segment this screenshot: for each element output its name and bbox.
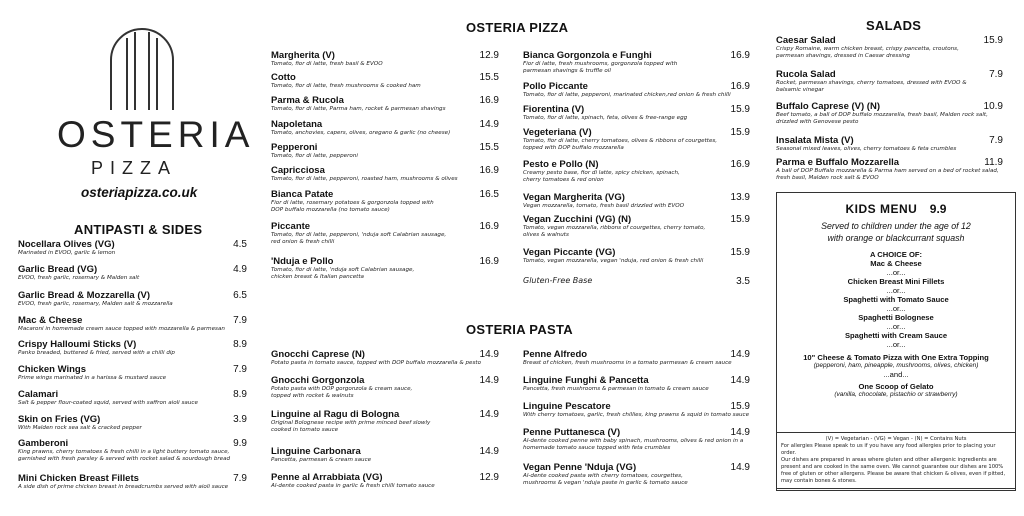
menu-item-description: garnished with fresh parsley & served with rocket salad & sourdough bread (18, 456, 231, 463)
menu-item-price: 15.5 (479, 72, 499, 83)
menu-item-name: Linguine al Ragu di Bologna (271, 409, 400, 420)
menu-item-description: DOP buffalo mozzarella (no tomato sauce) (271, 207, 390, 214)
menu-item-price: 14.9 (479, 349, 499, 360)
menu-item (523, 375, 709, 393)
menu-item-description: Fior di latte, rosemary potatoes & gorgonzola topped with (271, 200, 434, 206)
menu-item-name: Mini Chicken Breast Fillets (18, 473, 139, 484)
kids-gelato: One Scoop of Gelato (858, 382, 934, 391)
menu-item-price: 16.9 (479, 221, 499, 232)
menu-item-name: Linguine Funghi & Pancetta (523, 375, 649, 386)
menu-item-price: 12.9 (479, 50, 499, 61)
menu-item-description: parmesan shavings & truffle oil (523, 68, 611, 75)
menu-item-name: Cotto (271, 72, 296, 83)
menu-item-price: 16.9 (730, 50, 750, 61)
menu-item-description: mushrooms & vegan 'nduja paste in garlic & tomato sauce (523, 480, 688, 487)
menu-item-description: Pancetta, fresh mushrooms & parmesan in tomato & cream sauce (523, 386, 709, 392)
menu-item (271, 375, 412, 401)
menu-item-name: Nocellara Olives (VG) (18, 239, 115, 250)
kids-pizza-note: (pepperoni, ham, pineapple, mushrooms, olives, chicken) (813, 362, 979, 369)
menu-item-price: 16.9 (479, 256, 499, 267)
menu-item (523, 247, 703, 265)
menu-item-price: 15.9 (730, 247, 750, 258)
gluten-free-price: 3.5 (736, 276, 750, 287)
logo-mark-icon (97, 18, 187, 110)
kids-title: KIDS MENU (845, 202, 918, 216)
menu-item-price: 10.9 (983, 101, 1003, 112)
menu-item-price: 4.5 (233, 239, 247, 250)
menu-item-name: Napoletana (271, 119, 323, 130)
menu-item-description: Tomato, fior di latte, pepperoni, 'nduja soft Calabrian sausage, (271, 232, 447, 238)
menu-item-description: balsamic vinegar (776, 87, 824, 94)
menu-item-price: 7.9 (233, 364, 247, 375)
kids-choice: Spaghetti Bolognese (858, 313, 934, 322)
menu-item-price: 14.9 (730, 375, 750, 386)
menu-item-description: drizzled with Genovese pesto (776, 119, 859, 126)
menu-item (776, 135, 956, 153)
menu-item-price: 14.9 (730, 427, 750, 438)
menu-item-description: Creamy pesto base, fior di latte, spicy chicken, spinach, (523, 170, 680, 176)
menu-item-description: A side dish of prime chicken breast in breadcrumbs served with aioli sauce (18, 484, 229, 490)
menu-item-description: EVOO, fresh garlic, rosemary & Malden salt (18, 275, 140, 281)
menu-item-price: 7.9 (989, 135, 1003, 146)
menu-item-description: Tomato, fior di latte, pepperoni, roasted ham, mushrooms & olives (271, 176, 458, 182)
menu-item (523, 159, 680, 185)
menu-item-name: Vegeteriana (V) (523, 127, 592, 138)
menu-item (271, 50, 383, 68)
menu-item (18, 290, 173, 308)
menu-item (271, 165, 458, 183)
menu-item-description: Tomato, fior di latte, fresh basil & EVOO (271, 61, 383, 67)
kids-choices (777, 259, 1015, 349)
menu-item (271, 95, 445, 113)
antipasti-heading: ANTIPASTI & SIDES (74, 222, 203, 237)
menu-item (271, 119, 450, 137)
menu-item-description: Pancetta, parmesan & cream sauce (271, 457, 372, 463)
menu-item (776, 101, 988, 127)
kids-served-2: with orange or blackcurrant squash (827, 233, 965, 243)
menu-item-price: 8.9 (233, 339, 247, 350)
menu-item-description: topped with rocket & walnuts (271, 393, 354, 400)
menu-item (18, 264, 139, 282)
menu-item (271, 256, 414, 282)
menu-item-description: A ball of DOP Buffalo mozzarella & Parma ham served on a bed of rocket salad, (776, 168, 999, 174)
menu-item (523, 50, 677, 76)
menu-item (18, 339, 175, 357)
menu-item-price: 6.5 (233, 290, 247, 301)
menu-item-name: Linguine Pescatore (523, 401, 611, 412)
menu-item-description: topped with DOP buffalo mozzarella (523, 145, 624, 152)
menu-item-name: Vegan Piccante (VG) (523, 247, 616, 258)
menu-item (271, 349, 481, 367)
menu-item-price: 12.9 (479, 472, 499, 483)
menu-item (523, 127, 717, 153)
menu-item-name: Margherita (V) (271, 50, 335, 61)
menu-item (523, 104, 687, 122)
kids-pizza: 10" Cheese & Tomato Pizza with One Extra Topping (803, 353, 989, 362)
menu-item-description: Beef tomato, a ball of DOP buffalo mozzarella, fresh basil, Malden rock salt, (776, 112, 988, 118)
kids-title-row (777, 200, 1015, 218)
menu-item-price: 16.9 (730, 159, 750, 170)
menu-item-description: Tomato, fior di latte, 'nduja soft Calabrian sausage, (271, 267, 415, 273)
menu-item-name: Capricciosa (271, 165, 325, 176)
menu-item-description: Panko breaded, buttered & fried, served with a chilli dip (18, 350, 175, 356)
kids-choice: ...or... (886, 268, 906, 277)
menu-item-description: Tomato, fior di latte, cherry tomatoes, olives & ribbons of courgettes, (523, 138, 718, 144)
menu-item-description: Fior di latte, fresh mushrooms, gorgonzola topped with (523, 61, 678, 67)
menu-item-price: 15.9 (730, 401, 750, 412)
menu-item-name: Chicken Wings (18, 364, 87, 375)
menu-item-description: Crispy Romaine, warm chicken breast, crispy pancetta, croutons, (776, 46, 959, 52)
menu-item-description: Tomato, anchovies, capers, olives, oregano & garlic (no cheese) (271, 130, 451, 136)
menu-item-description: Prime wings marinated in a harissa & mustard sauce (18, 375, 167, 381)
allergen-lines (781, 443, 1011, 485)
kids-and: ...and... (883, 370, 909, 379)
gluten-free-label: Gluten-Free Base (523, 276, 593, 285)
menu-item-description: olives & walnuts (523, 232, 569, 239)
menu-item (776, 35, 959, 61)
kids-choice: Spaghetti with Cream Sauce (844, 331, 948, 340)
menu-item-price: 13.9 (730, 192, 750, 203)
pizza-heading: OSTERIA PIZZA (466, 20, 569, 35)
kids-served-1: Served to children under the age of 12 (821, 221, 971, 231)
menu-item-price: 3.9 (233, 414, 247, 425)
menu-item (523, 192, 684, 210)
allergen-line: For allergies Please speak to us if you have any food allergies prior to placing your order. (781, 443, 996, 456)
menu-item-description: Potato pasta with DOP gorgonzola & cream sauce, (271, 386, 413, 392)
menu-item-description: Tomato, vegan mozzarella, vegan 'nduja, red onion & fresh chilli (523, 258, 704, 264)
menu-item (271, 472, 435, 490)
menu-item-description: EVOO, fresh garlic, rosemary, Malden salt & mozzarella (18, 301, 173, 307)
allergen-notes (776, 432, 1016, 489)
menu-item (18, 414, 142, 432)
menu-item-name: Parma e Buffalo Mozzarella (776, 157, 900, 168)
menu-item-name: Bianca Gorgonzola e Funghi (523, 50, 652, 61)
menu-item (271, 142, 358, 160)
menu-item (18, 389, 198, 407)
menu-item-name: Mac & Cheese (18, 315, 83, 326)
allergen-line: free of gluten or other allergens. Please be aware that chicken & olives, even if pitted, (781, 471, 1006, 477)
menu-item (776, 69, 967, 95)
menu-item-name: Linguine Carbonara (271, 446, 361, 457)
menu-item (523, 81, 731, 99)
menu-item-description: Tomato, vegan mozzarella, ribbons of courgettes, cherry tomato, (523, 225, 706, 231)
menu-item-name: Skin on Fries (VG) (18, 414, 101, 425)
menu-item-price: 4.9 (233, 264, 247, 275)
menu-item (523, 401, 749, 419)
menu-item-description: fresh basil, Malden rock salt & EVOO (776, 175, 879, 182)
menu-item-price: 16.9 (479, 165, 499, 176)
menu-item-description: Al-dente cooked pasta with cherry tomatoes, courgettes, (523, 473, 683, 479)
allergen-line: Our dishes are prepared in areas where gluten and other allergenic ingredients are (781, 457, 997, 463)
menu-item-price: 16.9 (730, 81, 750, 92)
menu-item-description: red onion & fresh chilli (271, 239, 335, 246)
brand-url[interactable]: osteriapizza.co.uk (81, 185, 198, 200)
menu-item (271, 221, 446, 247)
menu-item-name: Rucola Salad (776, 69, 836, 80)
menu-item-description: cherry tomatoes & red onion (523, 177, 604, 184)
kids-choice: Mac & Cheese (870, 259, 922, 268)
menu-item (18, 473, 228, 491)
menu-item (18, 315, 225, 333)
kids-choice: ...or... (886, 286, 906, 295)
kids-choice: ...or... (886, 304, 906, 313)
menu-item-name: Vegan Zucchini (VG) (N) (523, 214, 632, 225)
menu-item-name: Piccante (271, 221, 311, 232)
menu-item (523, 214, 705, 240)
menu-item-description: Tomato, fior di latte, pepperoni (271, 153, 358, 159)
menu-item-description: parmesan shavings, dressed in Caesar dressing (776, 53, 910, 60)
menu-item-name: Gnocchi Gorgonzola (271, 375, 365, 386)
allergen-line: present and are cooked in the same oven. We cannot guarantee our dishes are 100% (781, 464, 1004, 470)
salads-heading: SALADS (866, 18, 922, 33)
menu-item-description: Al-dente cooked pasta in garlic & fresh chilli tomato sauce (271, 483, 435, 489)
menu-item-price: 14.9 (479, 409, 499, 420)
kids-choice: ...or... (886, 340, 906, 349)
menu-item-price: 16.9 (479, 95, 499, 106)
menu-item-price: 7.9 (233, 473, 247, 484)
menu-item-price: 16.5 (479, 189, 499, 200)
menu-item-name: Vegan Margherita (VG) (523, 192, 625, 203)
menu-item-description: Macaroni in homemade cream sauce topped with mozzarella & parmesan (18, 326, 225, 332)
menu-item-name: Penne Puttanesca (V) (523, 427, 621, 438)
menu-item (18, 438, 230, 464)
menu-item-name: Pepperoni (271, 142, 318, 153)
menu-item-name: Insalata Mista (V) (776, 135, 854, 146)
kids-gelato-note: (vanilla, chocolate, pistachio or strawberry) (834, 391, 958, 398)
menu-item (523, 462, 688, 488)
menu-item-description: Seasonal mixed leaves, olives, cherry tomatoes & feta crumbles (776, 146, 957, 152)
menu-item-description: homemade tomato sauce topped with feta crumbles (523, 445, 671, 452)
menu-item-price: 14.9 (479, 375, 499, 386)
menu-item-price: 7.9 (233, 315, 247, 326)
menu-item-name: Garlic Bread (VG) (18, 264, 98, 275)
menu-item-name: Bianca Patate (271, 189, 334, 200)
menu-item-price: 15.9 (730, 127, 750, 138)
menu-item (271, 72, 421, 90)
menu-item-description: With Malden rock sea salt & cracked pepper (18, 425, 142, 431)
menu-item-name: Pollo Piccante (523, 81, 588, 92)
menu-item (776, 157, 999, 183)
brand-name: OSTERIA (57, 114, 255, 155)
menu-item-description: Vegan mozzarella, tomato, fresh basil drizzled with EVOO (523, 203, 685, 209)
menu-item-name: Buffalo Caprese (V) (N) (776, 101, 880, 112)
menu-item-description: With cherry tomatoes, garlic, fresh chillies, king prawns & squid in tomato sauce (523, 412, 750, 418)
menu-item-name: Pesto e Pollo (N) (523, 159, 599, 170)
menu-item-name: 'Nduja e Pollo (271, 256, 334, 267)
menu-item-description: Marinated in EVOO, garlic & lemon (18, 250, 116, 256)
menu-item-description: cooked in tomato sauce (271, 427, 339, 434)
menu-item-description: Breast of chicken, fresh mushrooms in a tomato parmesan & cream sauce (523, 360, 732, 366)
menu-item (271, 409, 430, 435)
menu-item-name: Garlic Bread & Mozzarella (V) (18, 290, 150, 301)
kids-choice: ...or... (886, 322, 906, 331)
menu-item-name: Crispy Halloumi Sticks (V) (18, 339, 137, 350)
menu-item-name: Caesar Salad (776, 35, 836, 46)
kids-choice: Spaghetti with Tomato Sauce (843, 295, 949, 304)
menu-item-description: Potato pasta in tomato sauce, topped with DOP buffalo mozzarella & pesto (271, 360, 482, 366)
menu-item-name: Penne Alfredo (523, 349, 588, 360)
menu-item-description: Tomato, fior di latte, fresh mushrooms & cooked ham (271, 83, 421, 89)
menu-item-name: Fiorentina (V) (523, 104, 585, 115)
menu-item-name: Gnocchi Caprese (N) (271, 349, 365, 360)
menu-item-description: King prawns, cherry tomatoes & fresh chilli in a light buttery tomato sauce, (18, 449, 230, 455)
menu-item-price: 7.9 (989, 69, 1003, 80)
menu-item (523, 349, 732, 367)
menu-item (18, 364, 166, 382)
menu-item-name: Gamberoni (18, 438, 69, 449)
menu-item-description: chicken breast & Italian pancetta (271, 274, 364, 281)
menu-item-price: 15.9 (983, 35, 1003, 46)
menu-item (18, 239, 115, 257)
allergen-line: may contain bones & stones. (781, 478, 857, 484)
menu-item-name: Penne al Arrabbiata (VG) (271, 472, 383, 483)
kids-choice: Chicken Breast Mini Fillets (847, 277, 945, 286)
kids-price: 9.9 (929, 202, 947, 216)
kids-choice-title: A CHOICE OF: (869, 250, 923, 259)
menu-item-price: 8.9 (233, 389, 247, 400)
menu-item-name: Calamari (18, 389, 59, 400)
menu-item-description: Tomato, fior di latte, spinach, feta, olives & free-range egg (523, 115, 688, 121)
menu-item-price: 15.5 (479, 142, 499, 153)
menu-item-description: Original Bolognese recipe with prime minced beef slowly (271, 420, 431, 426)
menu-item-price: 14.9 (479, 446, 499, 457)
menu-item-price: 11.9 (984, 157, 1003, 168)
menu-item-name: Vegan Penne 'Nduja (VG) (523, 462, 637, 473)
menu-item (523, 427, 743, 453)
menu-item-price: 15.9 (730, 214, 750, 225)
menu-item-price: 14.9 (730, 349, 750, 360)
menu-item (271, 189, 434, 215)
menu-item-description: Salt & pepper flour-coated squid, served with saffron aioli sauce (18, 400, 198, 406)
menu-item-price: 9.9 (233, 438, 247, 449)
brand-sub: PIZZA (91, 158, 178, 178)
logo (55, 18, 255, 208)
menu-item-name: Parma & Rucola (271, 95, 344, 106)
pasta-heading: OSTERIA PASTA (466, 322, 573, 337)
allergen-key: (V) = Vegetarian - (VG) = Vegan - (N) = Contains Nuts (825, 436, 967, 442)
menu-item-description: Rocket, parmesan shavings, cherry tomatoes, dressed with EVOO & (776, 80, 967, 86)
menu-item-description: Tomato, fior di latte, pepperoni, marinated chicken,red onion & fresh chilli (523, 92, 731, 98)
menu-item (271, 446, 371, 464)
menu-item-price: 15.9 (730, 104, 750, 115)
menu-item-description: Tomato, fior di latte, Parma ham, rocket & parmesan shavings (271, 106, 446, 112)
menu-item-price: 14.9 (730, 462, 750, 473)
menu-item-price: 14.9 (479, 119, 499, 130)
menu-item-description: Al-dente cooked penne with baby spinach, mushrooms, olives & red onion in a (523, 438, 744, 444)
